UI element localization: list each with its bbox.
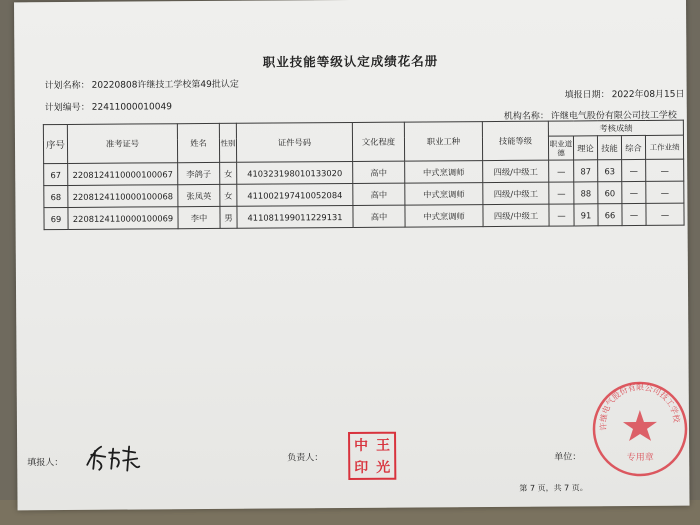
cell-seq: 67 [44,163,68,185]
org-label: 机构名称： [503,111,549,122]
cell-ticket: 2208124110000100067 [68,163,178,186]
cell-gender: 女 [220,184,237,206]
cell-work: — [646,203,684,225]
fill-date-line [565,87,685,101]
org-value: 许继电气股份有限公司技工学校 [550,110,677,122]
table-row [44,203,684,229]
plan-no-label: 计划编号： [44,102,90,114]
cell-theory: 88 [574,182,598,204]
header-id: 证件号码 [236,122,352,162]
header-seq: 序号 [43,124,67,163]
header-ethics: 职业道德 [548,136,573,160]
cell-ethics: — [549,182,574,204]
round-seal-sub: 专用章 [626,452,654,464]
roster-table [43,120,685,230]
cell-level: 四级/中级工 [483,182,549,204]
cell-seq: 68 [44,185,68,207]
cell-work: — [646,181,684,203]
cell-ethics: — [549,204,574,226]
seal-char: 中 [354,437,369,454]
seal-char: 光 [376,459,391,476]
cell-seq: 69 [44,207,68,229]
cell-theory: 91 [574,204,598,226]
cell-name: 李中 [178,206,220,228]
plan-no-line [45,99,172,113]
cell-ticket: 2208124110000100069 [68,207,178,230]
page-info: 第 7 页，共 7 页。 [519,483,588,493]
cell-theory: 87 [574,160,598,182]
unit-label: 单位： [554,452,582,463]
cell-id: 411081199011229131 [237,205,353,228]
responsible-label: 负责人： [287,453,324,464]
fill-date-label: 填报日期： [564,90,610,101]
header-name: 姓名 [177,123,219,162]
cell-overall: — [622,203,646,225]
cell-job: 中式烹调师 [405,183,483,206]
square-seal [348,432,396,480]
cell-overall: — [622,181,646,203]
seal-char: 王 [376,437,391,454]
header-work: 工作业绩 [645,135,683,159]
plan-name-label: 计划名称： [44,80,90,92]
header-job: 职业工种 [404,122,482,162]
plan-no-value: 22411000010049 [91,102,172,113]
cell-gender: 女 [220,162,237,184]
header-ticket: 准考证号 [67,124,177,164]
document-sheet [14,0,690,510]
cell-level: 四级/中级工 [483,160,549,182]
document-title: 职业技能等级认定成绩花名册 [262,53,439,70]
cell-name: 李鸽子 [178,162,220,184]
cell-gender: 男 [220,206,237,228]
cell-edu: 高中 [353,205,405,227]
fill-date-value: 2022年08月15日 [611,89,685,101]
header-scores: 考核成绩 [548,120,683,136]
cell-skill: 66 [598,204,622,226]
round-seal [591,380,690,479]
header-level: 技能等级 [482,121,548,160]
handwritten-signature [83,442,141,472]
filler-label: 填报人： [27,458,64,469]
cell-ticket: 2208124110000100068 [68,185,178,208]
cell-skill: 63 [598,160,622,182]
header-overall: 综合 [621,135,645,159]
cell-ethics: — [549,160,574,182]
cell-job: 中式烹调师 [405,205,483,228]
header-theory: 理论 [573,136,597,160]
seal-char: 印 [354,459,369,476]
header-edu: 文化程度 [352,122,404,161]
round-seal-text: 许继电气股份有限公司技工学校 [598,382,682,431]
plan-name-line [45,77,239,91]
cell-work: — [646,159,684,181]
cell-edu: 高中 [353,161,405,183]
header-gender: 性别 [219,123,236,162]
cell-job: 中式烹调师 [405,161,483,184]
cell-id: 411002197410052084 [237,183,353,206]
header-skill: 技能 [597,136,621,160]
cell-skill: 60 [598,182,622,204]
cell-id: 410323198010133020 [237,161,353,184]
cell-name: 张凤英 [178,184,220,206]
cell-overall: — [622,159,646,181]
plan-name-value: 20220808许继技工学校第49批认定 [91,79,239,91]
cell-edu: 高中 [353,183,405,205]
cell-level: 四级/中级工 [483,204,549,226]
